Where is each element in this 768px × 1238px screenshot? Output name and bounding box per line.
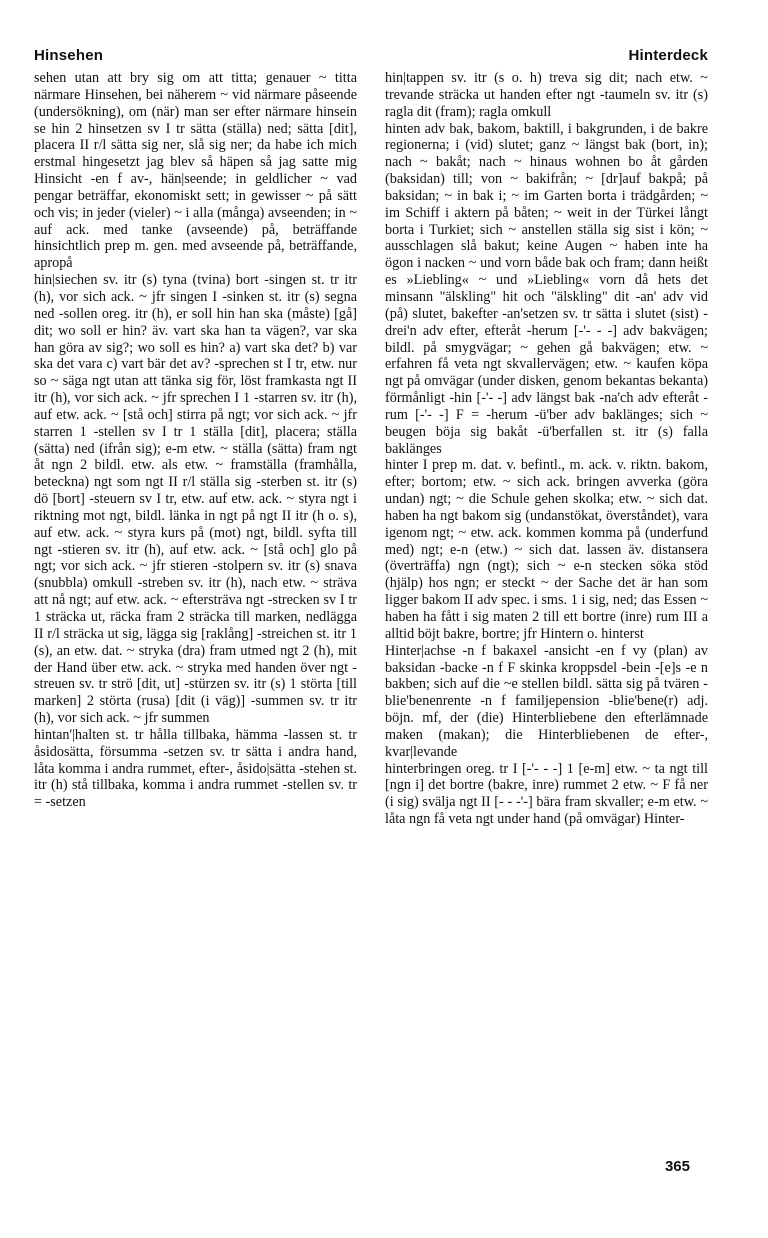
- dictionary-entry: hin|siechen sv. itr (s) tyna (tvina) bort -singen st. tr itr (h), vor sich ack. ~ jfr singen I -sinken st. itr (s) segna ned -sollen oreg. itr (h), er soll hin han ska (måste) [gå] dit; wo soll er hin? äv. vart ska han ta vägen?, var ska han göra av sig?; wo soll es hin? a) vart ska det? b) var ska det vara c) vart bär det av? -sprechen st I tr, etw. nur so ~ säga ngt utan att tänka sig för, löst framkasta ngt II itr (h), vor sich ack. ~ jfr sprechen I 1 -starren sv. itr (h), auf etw. ack. ~ [stå och] stirra på ngt; vor sich ack. ~ jfr starren 1 -stellen sv I tr 1 ställa [dit], placera; ställa (sätta) ned (ifrån sig); e-m etw. ~ ställa (sätta) fram ngt åt ngn 2 bildl. etw. als etw. ~ framställa (framhålla, beteckna) ngt som ngt II r/l ställa sig -sterben st. itr (s) dö [bort] -steuern sv I tr, etw. auf etw. ack. ~ styra ngt i riktning mot ngt, bildl. länka in ngt på ngt II itr (h o. s), auf etw. ack. ~ styra kurs på (mot) ngt, bildl. syfta till ngt -stieren sv. itr (h), auf etw. ack. ~ [stå och] glo på ngt; vor sich ack. ~ jfr stieren -stolpern sv. itr (s) snava (snubbla) omkull -streben sv. itr (h), nach etw. ~ sträva att nå ngt; auf etw. ack. ~ eftersträva ngt -strecken sv I tr 1 sträcka ut, räcka fram 2 sträcka till marken, nedlägga II r/l sträcka ut sig, lägga sig [raklång] -streichen st. itr 1 (s), an etw. dat. ~ stryka (dra) fram utmed ngt 2 (h), mit der Hand über etw. ack. ~ stryka med handen över ngt -streuen sv. tr strö [dit, ut] -stürzen sv. itr (s) 1 störta [till marken] 2 störta (rusa) [dit (i väg)] -summen sv. tr itr (h), vor sich ack. ~ jfr summen: [34, 272, 357, 727]
- two-column-body: [34, 70, 708, 828]
- dictionary-entry: hinter I prep m. dat. v. befintl., m. ack. v. riktn. bakom, efter; bortom; etw. ~ sich ack. bringen avverka (göra undan) ngt; ~ die Schule gehen skolka; etw. ~ sich dat. haben ha ngt bakom sig (undanstökat, överståndet), vara igenom ngt; ~ etw. ack. kommen komma på (underfund med) ngt; e-n (etw.) ~ sich dat. lassen äv. distansera (överträffa) ngn (ngt); sich ~ e-n stecken söka stöd (hjälp) hos ngn; er steckt ~ der Sache det är han som ligger bakom II adv spec. i sms. 1 i sig, ned; das Essen ~ haben ha fått i sig maten 2 till ett bortre (inre) rum III a alltid böjt bakre, bortre; jfr Hintern o. hinterst: [385, 457, 708, 642]
- page-number: 365: [664, 1158, 690, 1175]
- running-header: [34, 34, 708, 64]
- left-guideword: Hinsehen: [34, 47, 104, 64]
- dictionary-entry: hinterbringen oreg. tr I [-'- - -] 1 [e-m] etw. ~ ta ngt till [ngn i] det bortre (bakre, inre) rummet 2 etw. ~ F få ner (i sig) svälja ngt II [- - -'-] bära fram skvaller; e-m etw. ~ låta ngn få veta ngt under hand (på omvägar) Hinter-: [385, 760, 708, 828]
- right-column: [385, 70, 708, 828]
- dictionary-entry: hintan'|halten st. tr hålla tillbaka, hämma -lassen st. tr åsidosätta, försumma -setzen sv. tr sätta i andra hand, låta komma i andra rummet, efter-, åsido|sätta -stehen st. itr (h) stå tillbaka, komma i andra rummet -stellen sv. tr = -setzen: [34, 726, 357, 811]
- dictionary-entry: Hinter|achse -n f bakaxel -ansicht -en f vy (plan) av baksidan -backe -n f F skinka kroppsdel -bein -[e]s -e n bakben; sich auf die ~e stellen bildl. sätta sig på tvären -blie'benenrente -n f familjepension -blie'bene(r) adj. böjn. mf, der (die) Hinterbliebene den efterlämnade maken (makan); die Hinterbliebenen de efter-, kvar|levande: [385, 642, 708, 760]
- right-guideword: Hinterdeck: [628, 47, 708, 64]
- dictionary-entry: hinten adv bak, bakom, baktill, i bakgrunden, i de bakre regionerna; i (vid) slutet; ganz ~ längst bak (bort, in); nach ~ bakåt; nach ~ hinaus wohnen bo åt gården (baksidan) till; von ~ bakifrån; ~ [dr]auf bakpå; på baksidan; ~ in bak i; ~ im Garten borta i trädgården; ~ im Schiff i aktern på båten; ~ weit in der Türkei långt borta i Turkiet; sich ~ anstellen ställa sig sist i kön; ~ ausschlagen slå bakut; keine Augen ~ haben inte ha ögon i nacken ~ und vorn både bak och fram; dann heißt es »Liebling« ~ und »Liebling« vorn då hets det minsann "älskling" hit och "älskling" dit -an' adv vid (på) slutet, bakefter -an'setzen sv. tr sätta i slutet (sist) -drei'n adv efter, efteråt -herum [-'- - -] adv bakvägen; bildl. på smygvägar; ~ gehen gå bakvägen; etw. ~ erfahren få veta ngt skvallervägen; etw. ~ kaufen köpa ngt på omvägar (under disken, genom bekantas bekanta) förmånligt -hin [-'- -] adv längst bak -na'ch adv efteråt -rum [-'- -] F = -herum -ü'ber adv baklänges; sich ~ beugen böja sig bakåt -ü'berfallen st. itr (s) falla baklänges: [385, 120, 708, 457]
- dictionary-entry: hin|tappen sv. itr (s o. h) treva sig dit; nach etw. ~ trevande sträcka ut handen efter ngt -taumeln sv. itr (s) ragla dit (fram); ragla omkull: [385, 70, 708, 120]
- left-column: [34, 70, 357, 828]
- dictionary-entry: sehen utan att bry sig om att titta; genauer ~ titta närmare Hinsehen, bei näherem ~ vid närmare påseende (undersökning), om (när) man ser efter närmare hinsein se hin 2 hinsetzen sv I tr sätta (ställa) ned; sätta [dit], placera II r/l sätta sig ner, slå sig ner; da habe ich mich erstmal hingesetzt jag blev så häpen så jag satte mig Hinsicht -en f av-, hän|seende; in geldlicher ~ vad pengar beträffar, ekonomiskt sett; in gewisser ~ på sätt och vis; in jeder (vieler) ~ i alla (många) avseenden; in ~ auf ack. med tanke (avseende) på, beträffande hinsichtlich prep m. gen. med avseende på, beträffande, apropå: [34, 70, 357, 272]
